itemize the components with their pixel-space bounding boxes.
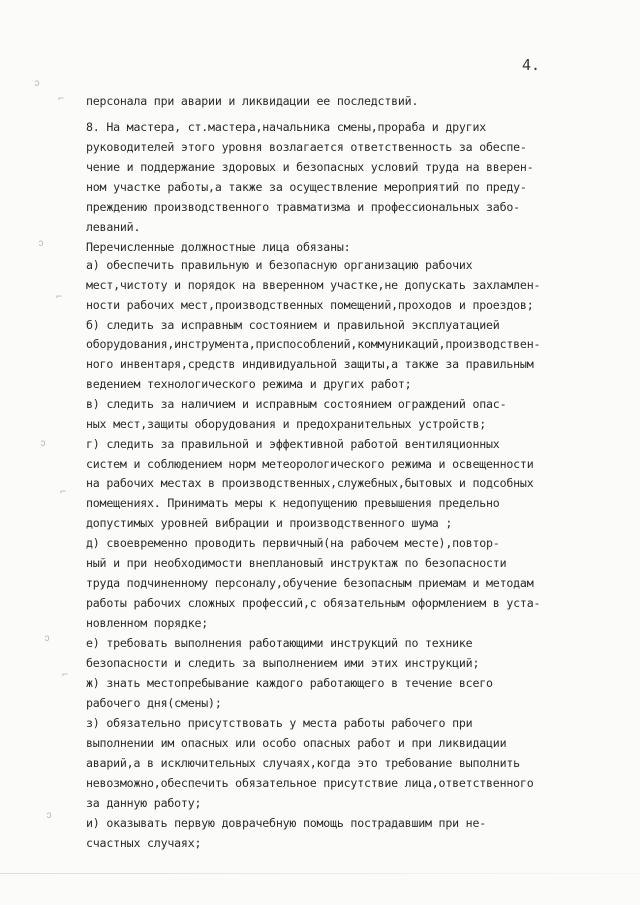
- text-line: д) своевременно проводить первичный(на рабочем месте),повтор-: [86, 536, 500, 550]
- text-line: помещениях. Принимать меры к недопущению превышения предельно: [86, 496, 500, 510]
- text-line: систем и соблюдением норм метеорологического режима и освещенности: [86, 457, 534, 471]
- margin-mark-icon: ↄ: [40, 438, 47, 449]
- text-line: за данную работу;: [86, 796, 202, 810]
- text-line: з) обязательно присутствовать у места работы рабочего при: [86, 716, 473, 730]
- text-line: допустимых уровней вибрации и производственного шума ;: [86, 516, 453, 530]
- text-line: ж) знать местопребывание каждого работающего в течение всего: [86, 676, 493, 690]
- text-line: мест,чистоту и порядок на вверенном участке,не допускать захламлен-: [86, 278, 541, 292]
- margin-mark-icon: ⌐: [56, 292, 63, 303]
- margin-mark-icon: ↄ: [46, 810, 53, 821]
- page-number: 4.: [522, 56, 541, 74]
- text-line: чение и поддержание здоровых и безопасных условий труда на вверен-: [86, 160, 534, 174]
- text-line: ном участке работы,а также за осуществление мероприятий по преду-: [86, 180, 527, 194]
- text-line: Перечисленные должностные лица обязаны:: [86, 240, 351, 254]
- text-line: руководителей этого уровня возлагается ответственность за обеспе-: [86, 140, 527, 154]
- text-line: ных мест,защиты оборудования и предохранительных устройств;: [86, 417, 487, 431]
- text-line: на рабочих местах в производственных,служебных,бытовых и подсобных: [86, 476, 534, 490]
- text-line: ный и при необходимости внеплановый инструктаж по безопасности: [86, 556, 507, 570]
- text-line: и) оказывать первую доврачебную помощь пострадавшим при не-: [86, 816, 487, 830]
- text-line: выполнении им опасных или особо опасных работ и при ликвидации: [86, 736, 507, 750]
- text-line: е) требовать выполнения работающими инструкций по технике: [86, 636, 473, 650]
- margin-mark-icon: ↄ: [34, 78, 41, 89]
- text-line: а) обеспечить правильную и безопасную организацию рабочих: [86, 258, 473, 272]
- text-line: б) следить за исправным состоянием и правильной эксплуатацией: [86, 318, 500, 332]
- text-line: 8. На мастера, ст.мастера,начальника смены,прораба и других: [86, 120, 487, 134]
- text-line: оборудования,инструмента,приспособлений,коммуникаций,производствен-: [86, 337, 541, 351]
- text-line: безопасности и следить за выполнением ими этих инструкций;: [86, 656, 480, 670]
- text-line: ности рабочих мест,производственных помещений,проходов и проездов;: [86, 298, 534, 312]
- text-line: труда подчиненному персоналу,обучение безопасным приемам и методам: [86, 576, 534, 590]
- text-line: аварий,а в исключительных случаях,когда это требование выполнить: [86, 756, 520, 770]
- margin-mark-icon: ↄ: [44, 633, 51, 644]
- text-line: ведением технологического режима и других работ;: [86, 377, 412, 391]
- text-line: преждению производственного травматизма и профессиональных забо-: [86, 200, 520, 214]
- text-line: рабочего дня(смены);: [86, 696, 222, 710]
- text-line: работы рабочих сложных профессий,с обязательным оформлением в уста-: [86, 596, 541, 610]
- text-line: невозможно,обеспечить обязательное присутствие лица,ответственного: [86, 776, 534, 790]
- margin-mark-icon: ⌐: [58, 94, 65, 105]
- text-line: персонала при аварии и ликвидации ее последствий.: [86, 94, 419, 108]
- margin-mark-icon: ⌐: [62, 670, 69, 681]
- page-edge-divider: [0, 873, 640, 874]
- text-line: в) следить за наличием и исправным состоянием ограждений опас-: [86, 397, 507, 411]
- text-line: г) следить за правильной и эффективной работой вентиляционных: [86, 437, 500, 451]
- text-line: ного инвентаря,средств индивидуальной защиты,а также за правильным: [86, 357, 534, 371]
- text-line: счастных случаях;: [86, 836, 202, 850]
- text-line: леваний.: [86, 220, 141, 234]
- margin-mark-icon: ⌐: [60, 487, 67, 498]
- text-line: новленном порядке;: [86, 616, 209, 630]
- margin-mark-icon: ↄ: [38, 238, 45, 249]
